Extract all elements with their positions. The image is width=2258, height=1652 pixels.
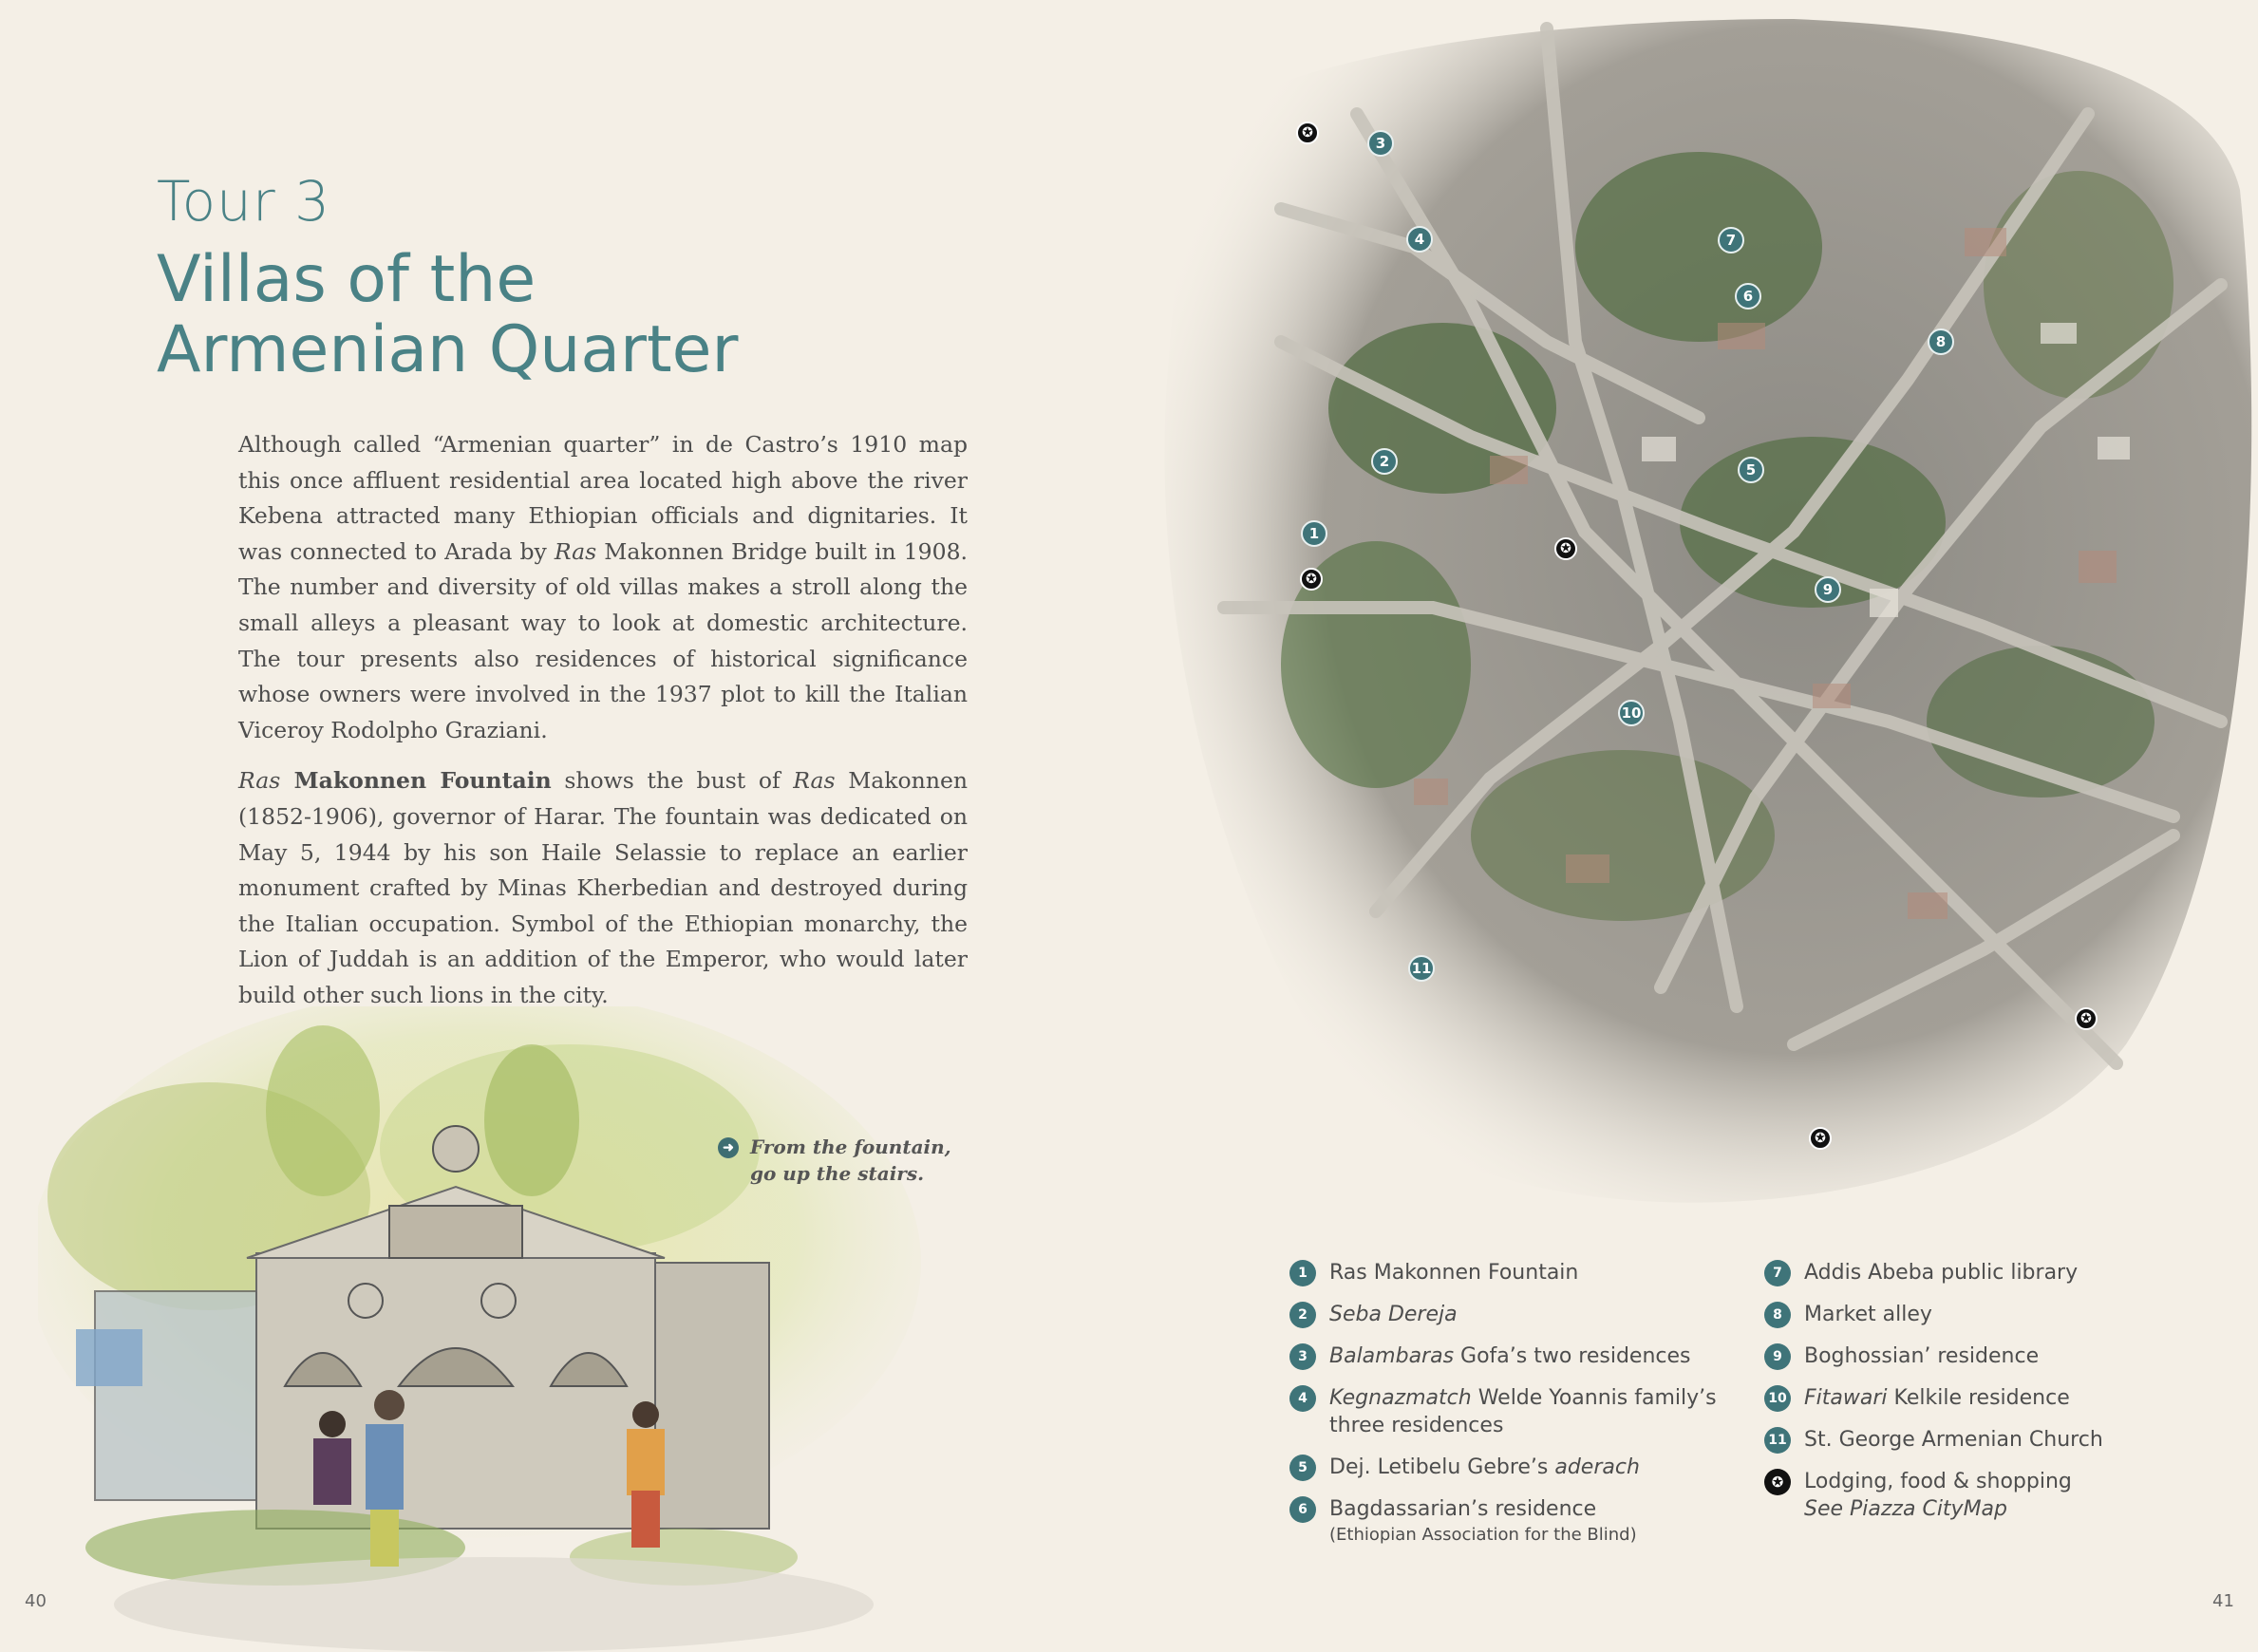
legend-label: St. George Armenian Church — [1804, 1428, 2103, 1452]
district-map — [1129, 0, 2258, 1253]
map-marker-3[interactable]: 3 — [1367, 130, 1394, 157]
legend-item — [1764, 1301, 2163, 1328]
legend-number-badge: 5 — [1289, 1455, 1316, 1481]
legend-item — [1289, 1454, 1745, 1481]
para2-text-b: Makonnen (1852-1906), governor of Harar. The fountain was dedicated on May 5, 1944 by his son Haile Selassie to replace an earlier monument crafted by Minas Kherbedian and destroyed during the Italian occupation. Symbol of the Ethiopian monarchy, the Lion of Juddah is an addition of the Emperor, who would later build other such lions in the city. — [238, 767, 968, 1008]
para2-bold: Makonnen Fountain — [280, 767, 552, 795]
map-marker-9[interactable]: 9 — [1815, 576, 1841, 603]
legend-label: Seba Dereja — [1329, 1303, 1458, 1326]
legend-item — [1764, 1468, 2163, 1523]
legend-label: Kelkile residence — [1887, 1386, 2070, 1410]
legend-item — [1764, 1342, 2163, 1370]
legend-label: Gofa’s two residences — [1454, 1344, 1691, 1368]
legend-label: Welde Yoannis family’s three residences — [1329, 1386, 1717, 1437]
legend-label: Boghossian’ residence — [1804, 1344, 2040, 1368]
legend-label: Balambaras — [1329, 1344, 1455, 1368]
legend-label: Addis Abeba public library — [1804, 1261, 2079, 1285]
title-line-2: Armenian Quarter — [157, 312, 739, 387]
legend-label: Lodging, food & shopping — [1804, 1470, 2072, 1493]
page-title — [157, 242, 1011, 387]
legend-item — [1289, 1384, 1745, 1439]
legend-label: aderach — [1554, 1455, 1640, 1479]
map-marker-5[interactable]: 5 — [1738, 457, 1764, 483]
fountain-illustration — [38, 1006, 950, 1652]
tour-label: Tour 3 — [157, 169, 331, 234]
legend-sublabel: See Piazza CityMap — [1804, 1497, 2008, 1521]
legend-label: Kegnazmatch — [1329, 1386, 1472, 1410]
map-marker-6[interactable]: 6 — [1735, 283, 1761, 310]
legend-label: Ras Makonnen Fountain — [1329, 1261, 1579, 1285]
legend-number-badge: 8 — [1764, 1302, 1791, 1328]
map-marker-4[interactable]: 4 — [1406, 226, 1433, 253]
para1-text-b: Makonnen Bridge built in 1908. The number and diversity of old villas makes a stroll along the small alleys a pleasant way to look at domestic architecture. The tour presents also residences of historical significance whose owners were involved in the 1937 plot to kill the Italian Viceroy Rodolpho Graziani. — [238, 537, 968, 743]
legend-label: Bagdassarian’s residence — [1329, 1497, 1597, 1521]
legend-label: Market alley — [1804, 1303, 1932, 1326]
body-text — [238, 427, 968, 1029]
legend-item — [1289, 1495, 1745, 1548]
map-marker-10[interactable]: 10 — [1618, 700, 1645, 726]
map-marker-2[interactable]: 2 — [1371, 448, 1398, 475]
direction-note-line-2: go up the stairs. — [750, 1162, 925, 1185]
legend-item — [1289, 1342, 1745, 1370]
legend-item — [1764, 1259, 2163, 1286]
direction-note — [723, 1134, 997, 1187]
star-legend-icon: ✪ — [1764, 1469, 1791, 1495]
legend-number-badge: 6 — [1289, 1496, 1316, 1523]
para2-text-a: shows the bust of — [551, 767, 794, 795]
para1-text-a: Although called “Armenian quarter” in de Castro’s 1910 map this once affluent residential area located high above the river Kebena attracted many Ethiopian officials and dignitaries. It was connected to Arada by — [238, 431, 968, 565]
map-marker-8[interactable]: 8 — [1928, 329, 1954, 355]
para2-ras-1: Ras — [238, 767, 281, 795]
title-line-1: Villas of the — [157, 242, 536, 317]
arrow-right-icon: ➜ — [718, 1137, 739, 1158]
star-marker-icon[interactable]: ✪ — [1300, 568, 1323, 591]
legend-number-badge: 4 — [1289, 1385, 1316, 1412]
map-marker-7[interactable]: 7 — [1718, 227, 1744, 253]
para2-ras-2: Ras — [793, 767, 836, 795]
star-marker-icon[interactable]: ✪ — [1296, 122, 1319, 144]
direction-note-line-1: From the fountain, — [750, 1136, 951, 1158]
map-marker-1[interactable]: 1 — [1301, 520, 1327, 547]
legend-number-badge: 11 — [1764, 1427, 1791, 1454]
legend-label: Dej. Letibelu Gebre’s — [1329, 1455, 1555, 1479]
legend-number-badge: 7 — [1764, 1260, 1791, 1286]
legend-number-badge: 9 — [1764, 1343, 1791, 1370]
legend-number-badge: 1 — [1289, 1260, 1316, 1286]
legend-item — [1764, 1426, 2163, 1454]
legend-sublabel: (Ethiopian Association for the Blind) — [1329, 1525, 1637, 1545]
legend-label: Fitawari — [1804, 1386, 1888, 1410]
map-marker-11[interactable]: 11 — [1408, 955, 1435, 982]
paragraph-2 — [238, 763, 968, 1013]
legend-number-badge: 3 — [1289, 1343, 1316, 1370]
legend-number-badge: 2 — [1289, 1302, 1316, 1328]
star-marker-icon[interactable]: ✪ — [1554, 537, 1577, 560]
page-number-right: 41 — [2212, 1591, 2234, 1611]
para1-ras: Ras — [554, 537, 597, 565]
legend-item — [1764, 1384, 2163, 1412]
legend-number-badge: 10 — [1764, 1385, 1791, 1412]
legend-column-1 — [1289, 1259, 1745, 1562]
paragraph-1 — [238, 427, 968, 748]
star-marker-icon[interactable]: ✪ — [2075, 1007, 2098, 1030]
page-number-left: 40 — [25, 1591, 47, 1611]
star-marker-icon[interactable]: ✪ — [1809, 1127, 1832, 1150]
legend-item — [1289, 1259, 1745, 1286]
legend-item — [1289, 1301, 1745, 1328]
legend-column-2 — [1764, 1259, 2163, 1537]
